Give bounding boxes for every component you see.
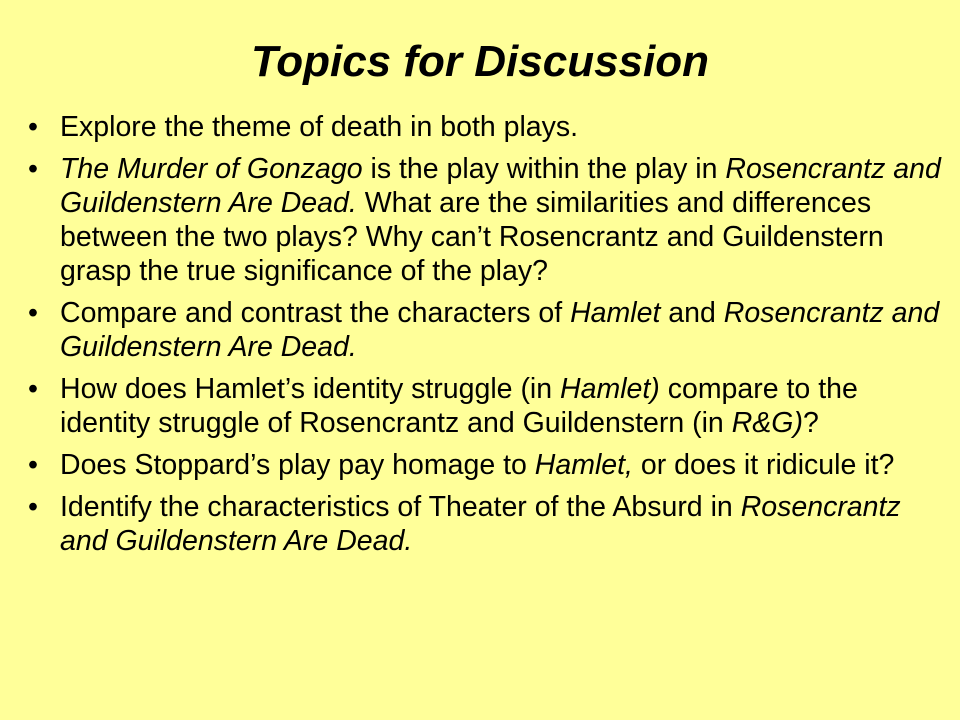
bullet-list [28,110,943,566]
bullet-text-italic: Rosencrantz and Guildenstern Are Dead. [60,491,901,557]
bullet-text-italic: Hamlet) [560,373,660,405]
bullet-text-italic: Hamlet [570,297,661,329]
bullet-dot-icon: • [28,373,38,405]
bullet-text: or does it ridicule it? [632,449,895,481]
bullet-dot-icon: • [28,491,38,523]
bullet-item [28,372,943,440]
bullet-dot-icon: • [28,111,38,143]
bullet-text: Compare and contrast the characters of [60,297,571,329]
bullet-text: compare to the identity struggle of Rosencrantz and Guildenstern (in [60,373,858,439]
bullet-item [28,490,943,558]
bullet-text: is the play within the play in [362,153,726,185]
bullet-text-italic: The Murder of Gonzago [60,153,363,185]
bullet-text-italic: Hamlet, [534,449,633,481]
bullet-text: Identify the characteristics of Theater of the Absurd in [60,491,741,523]
bullet-text-italic: Rosencrantz and Guildenstern Are Dead. [60,153,941,219]
bullet-dot-icon: • [28,297,38,329]
bullet-text: ? [802,407,819,439]
bullet-dot-icon: • [28,153,38,185]
slide-title: Topics for Discussion [250,37,709,86]
bullet-text-italic: R&G) [731,407,803,439]
bullet-item [28,296,943,364]
bullet-item [28,110,943,144]
bullet-item [28,448,943,482]
bullet-text: Explore the theme of death in both plays. [60,111,579,143]
bullet-text: What are the similarities and differences between the two plays? Why can’t Rosencrantz and Guildenstern grasp the true significance of the play? [60,187,884,287]
bullet-text-italic: Rosencrantz and Guildenstern Are Dead. [60,297,940,363]
bullet-item [28,152,943,288]
bullet-dot-icon: • [28,449,38,481]
bullet-text: How does Hamlet’s identity struggle (in [60,373,561,405]
bullet-text: Does Stoppard’s play pay homage to [60,449,535,481]
bullet-text: and [660,297,724,329]
